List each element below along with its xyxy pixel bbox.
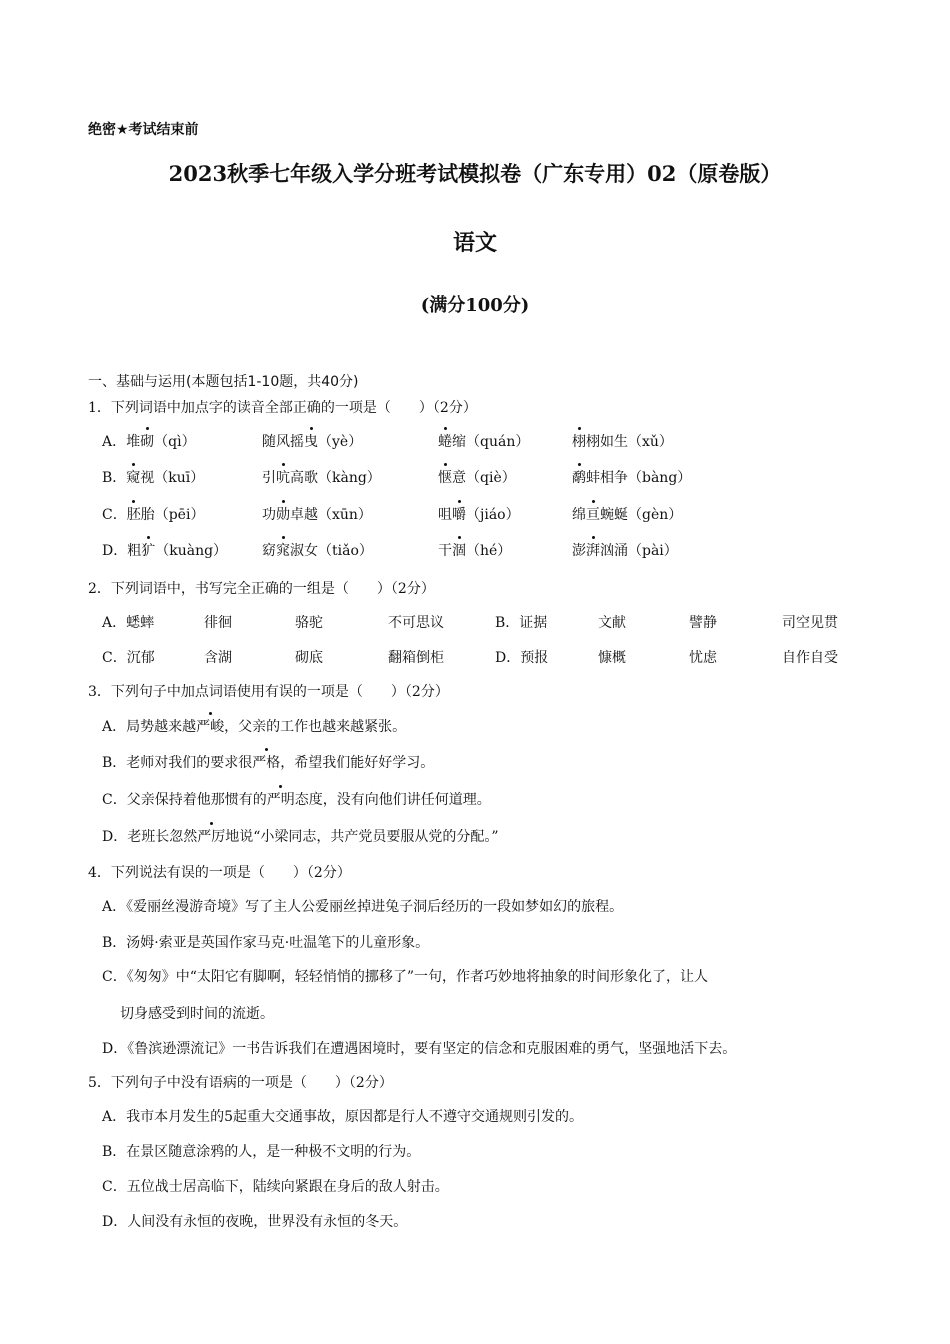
q1-c-item-4: 绵亘蜿蜒（gèn）	[572, 504, 682, 524]
q2-word: 翻箱倒柜	[388, 650, 444, 666]
q2-word: 慷概	[598, 650, 626, 666]
q4-option-d: D．《鲁滨逊漂流记》一书告诉我们在遭遇困境时，要有坚定的信念和克服困难的勇气，坚强地活下去。	[102, 1041, 737, 1057]
q1-c-item-2: 功勋卓越（xūn）	[262, 504, 372, 524]
q1-b-item-4: 鹬蚌相争（bàng）	[572, 467, 691, 487]
q1-d-item-2: 窈窕淑女（tiǎo）	[262, 540, 373, 560]
q3-option-c: C．父亲保持着他那惯有的严明态度，没有向他们讲任何道理。	[102, 789, 491, 809]
q3-option-d: D．老班长忽然严厉地说“小梁同志，共产党员要服从党的分配。”	[102, 826, 499, 846]
q2-word: B．证据	[495, 615, 548, 631]
q2-word: 砌底	[295, 650, 323, 666]
q1-d-item-4: 澎湃汹涌（pài）	[572, 540, 678, 560]
q2-word: 含湖	[204, 650, 232, 666]
q5-option-d: D．人间没有永恒的夜晚，世界没有永恒的冬天。	[102, 1214, 408, 1230]
q2-word: D．预报	[495, 650, 549, 666]
q5-option-c: C．五位战士居高临下，陆续向紧跟在身后的敌人射击。	[102, 1179, 449, 1195]
q1-b-item-1: B．窥视（kuī）	[102, 467, 204, 487]
q5-option-a: A．我市本月发生的5起重大交通事故，原因都是行人不遵守交通规则引发的。	[102, 1109, 584, 1125]
question-5-stem: 5．下列句子中没有语病的一项是（ ）（2分）	[88, 1075, 393, 1091]
q3-option-b: B．老师对我们的要求很严格，希望我们能好好学习。	[102, 752, 434, 772]
question-2-stem: 2．下列词语中，书写完全正确的一组是（ ）（2分）	[88, 581, 435, 597]
q1-d-item-1: D．粗犷（kuàng）	[102, 540, 227, 560]
q1-d-item-3: 干涸（hé）	[438, 540, 511, 560]
q2-word: 自作自受	[782, 650, 838, 666]
q1-a-item-2: 随风摇曳（yè）	[262, 431, 362, 451]
q4-option-c-continued: 切身感受到时间的流逝。	[120, 1006, 274, 1022]
q2-word: C．沉郁	[102, 650, 155, 666]
q4-option-a: A．《爱丽丝漫游奇境》写了主人公爱丽丝掉进兔子洞后经历的一段如梦如幻的旅程。	[102, 899, 624, 915]
q2-word: 司空见贯	[782, 615, 838, 631]
subject-title: 语文	[452, 230, 497, 256]
q1-c-item-1: C．胚胎（pēi）	[102, 504, 204, 524]
q1-a-item-4: 栩栩如生（xǔ）	[572, 431, 673, 451]
q4-option-b: B．汤姆·索亚是英国作家马克·吐温笔下的儿童形象。	[102, 935, 430, 951]
q1-a-item-1: A．堆砌（qì）	[102, 431, 196, 451]
q2-word: 徘徊	[204, 615, 232, 631]
section-heading: 一、基础与运用(本题包括1-10题，共40分)	[88, 374, 359, 390]
q2-word: 骆驼	[295, 615, 323, 631]
confidential-label: 绝密★考试结束前	[88, 122, 199, 138]
question-1-stem: 1．下列词语中加点字的读音全部正确的一项是（ ）（2分）	[88, 400, 477, 416]
exam-title: 2023秋季七年级入学分班考试模拟卷（广东专用）02（原卷版）	[168, 161, 782, 186]
q4-option-c: C．《匆匆》中“太阳它有脚啊，轻轻悄悄的挪移了”一句，作者巧妙地将抽象的时间形象化了，让人	[102, 969, 709, 985]
q3-option-a: A．局势越来越严峻，父亲的工作也越来越紧张。	[102, 716, 406, 736]
question-3-stem: 3．下列句子中加点词语使用有误的一项是（ ）（2分）	[88, 684, 449, 700]
q2-word: 不可思议	[388, 615, 444, 631]
q1-a-item-3: 蜷缩（quán）	[438, 431, 529, 451]
q2-word: 譬静	[689, 615, 717, 631]
q1-b-item-2: 引吭高歌（kàng）	[262, 467, 381, 487]
q2-word: 文献	[598, 615, 626, 631]
q2-word: 忧虑	[689, 650, 717, 666]
full-score: (满分100分)	[420, 295, 530, 316]
q1-b-item-3: 惬意（qiè）	[438, 467, 516, 487]
q5-option-b: B．在景区随意涂鸦的人，是一种极不文明的行为。	[102, 1144, 421, 1160]
q1-c-item-3: 咀嚼（jiáo）	[438, 504, 520, 524]
q2-word: A．蟋蟀	[102, 615, 155, 631]
question-4-stem: 4．下列说法有误的一项是（ ）（2分）	[88, 865, 351, 881]
